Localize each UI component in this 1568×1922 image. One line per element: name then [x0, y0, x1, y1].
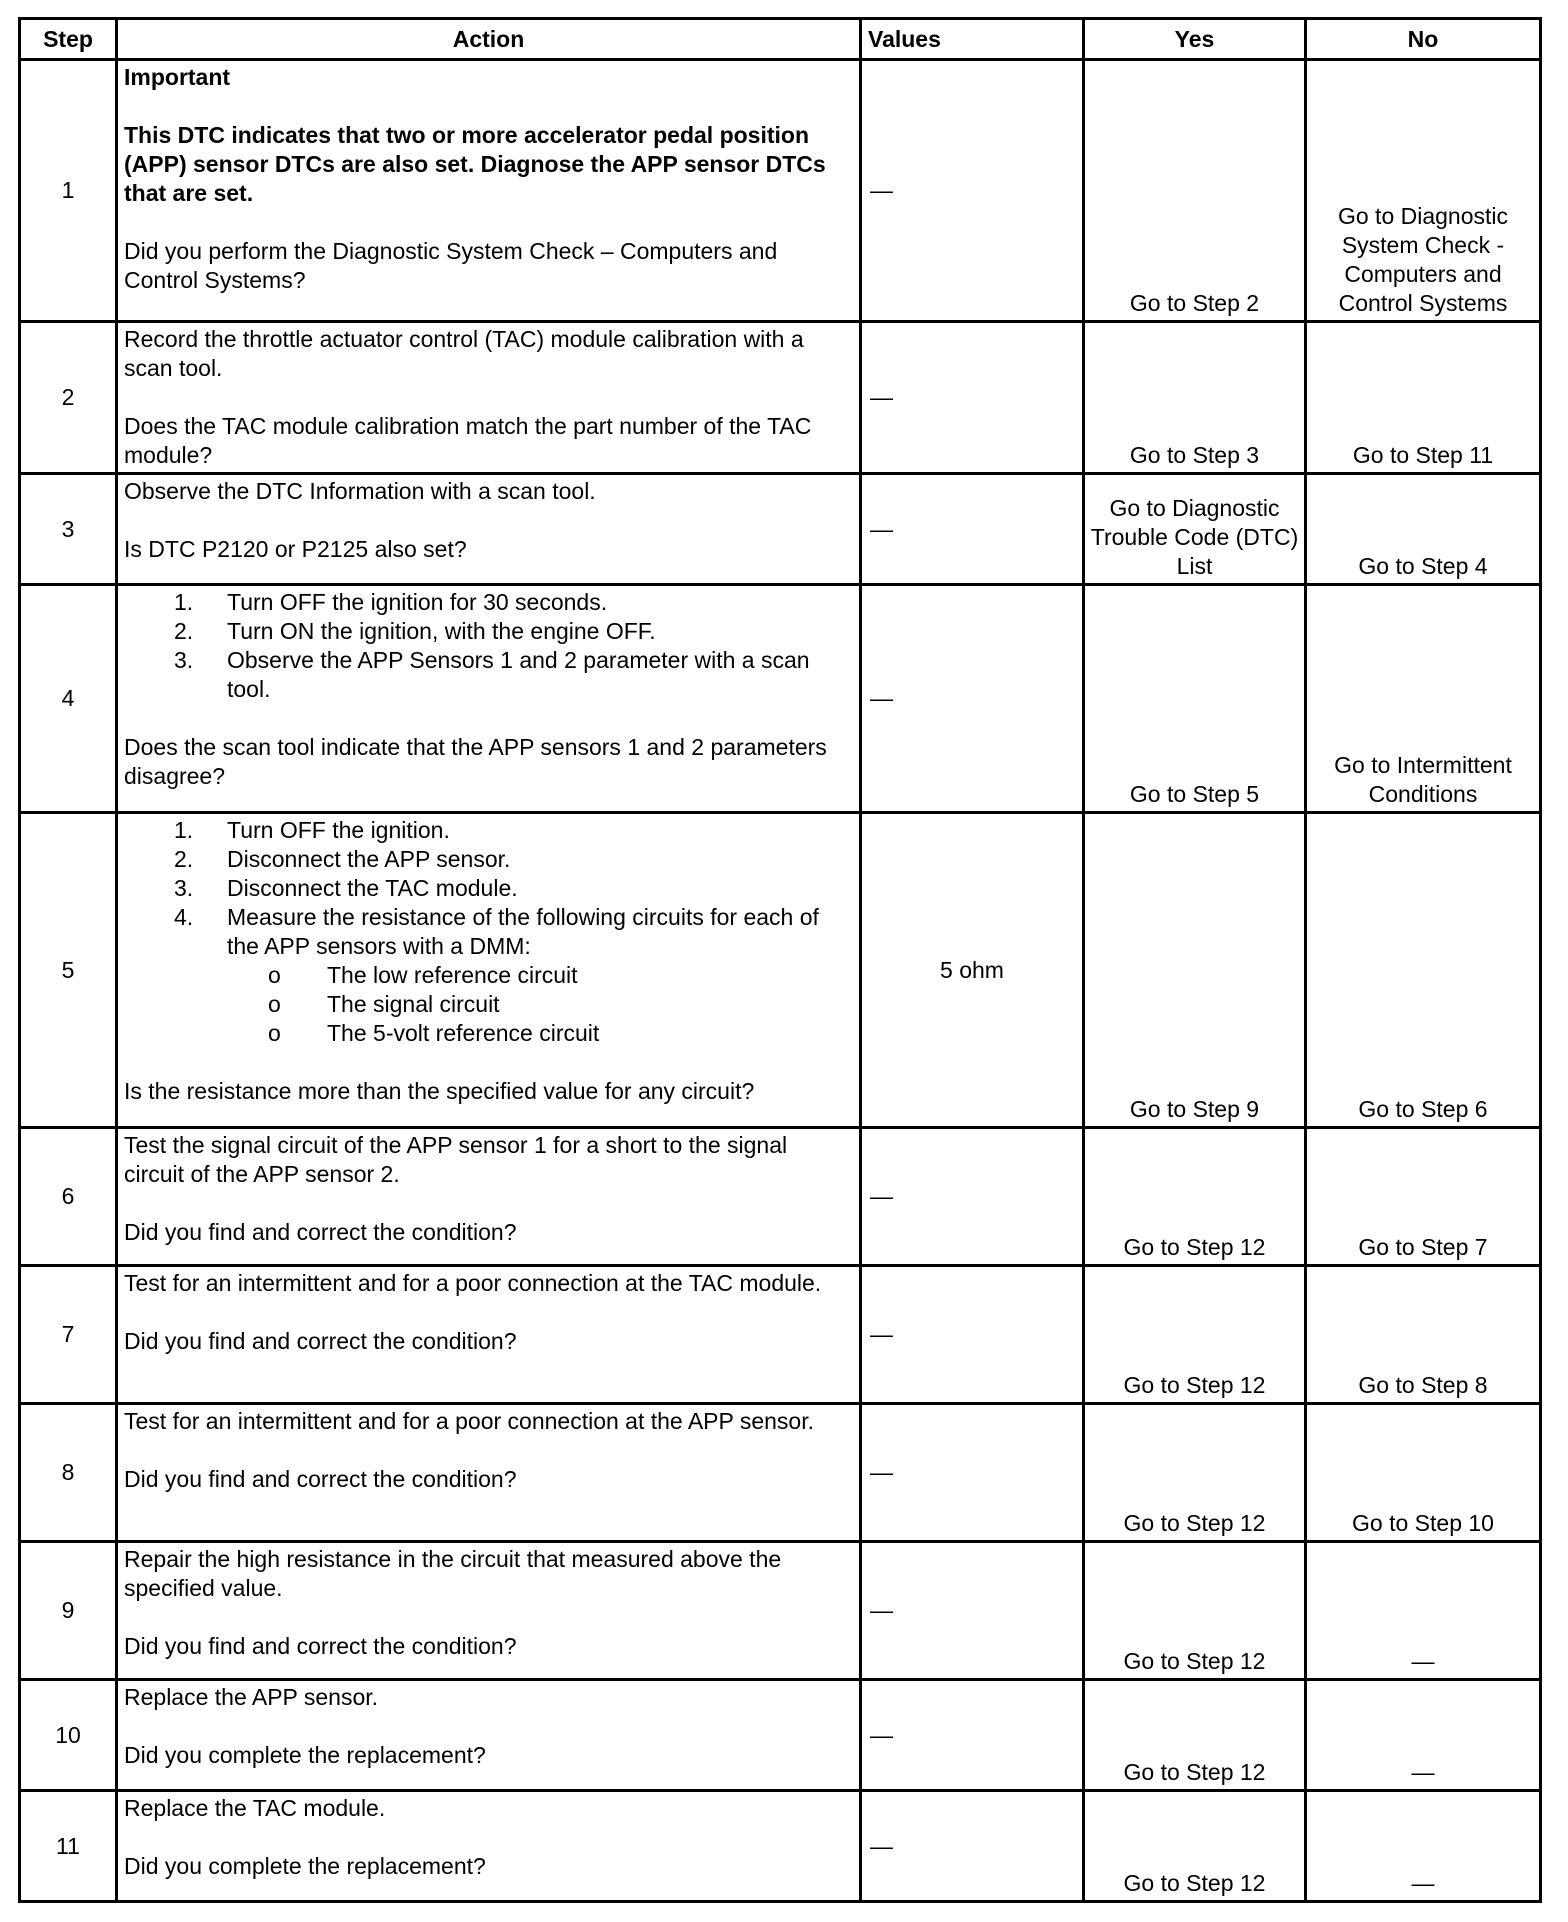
- table-row: [20, 1542, 1541, 1680]
- list-text: Turn ON the ignition, with the engine OFF.: [227, 618, 656, 644]
- header-step: Step: [20, 19, 117, 60]
- action-question: Does the scan tool indicate that the APP sensors 1 and 2 parameters disagree?: [124, 734, 827, 789]
- step-number: 11: [20, 1791, 117, 1902]
- values-text: —: [870, 685, 893, 711]
- yes-cell: Go to Step 12: [1084, 1128, 1306, 1266]
- values-text: —: [870, 384, 893, 410]
- step-number: 7: [20, 1266, 117, 1404]
- yes-cell: Go to Step 12: [1084, 1542, 1306, 1680]
- yes-cell: Go to Step 12: [1084, 1404, 1306, 1542]
- list-item: [124, 617, 853, 646]
- sub-list-text: The low reference circuit: [327, 962, 578, 988]
- list-item: [124, 588, 853, 617]
- list-item: [124, 646, 853, 704]
- step-number: 1: [20, 60, 117, 322]
- table-row: [20, 1266, 1541, 1404]
- list-text: Measure the resistance of the following circuits for each of the APP sensors with a DMM:: [227, 904, 819, 959]
- no-cell: —: [1306, 1680, 1541, 1791]
- action-question: Did you complete the replacement?: [124, 1853, 486, 1879]
- yes-cell: Go to Step 12: [1084, 1680, 1306, 1791]
- no-cell: Go to Step 10: [1306, 1404, 1541, 1542]
- step-number: 3: [20, 474, 117, 585]
- list-item: [124, 903, 853, 1048]
- action-question: Did you complete the replacement?: [124, 1742, 486, 1768]
- bullet-icon: o: [268, 1020, 281, 1046]
- action-cell: [117, 585, 861, 813]
- no-cell: Go to Step 11: [1306, 322, 1541, 474]
- list-item: [124, 816, 853, 845]
- header-no: No: [1306, 19, 1541, 60]
- yes-cell: Go to Step 12: [1084, 1791, 1306, 1902]
- header-yes: Yes: [1084, 19, 1306, 60]
- action-cell: [117, 1680, 861, 1791]
- table-row: [20, 813, 1541, 1128]
- sub-list-item: [227, 1019, 853, 1048]
- values-cell: [861, 1128, 1084, 1266]
- table-row: [20, 1404, 1541, 1542]
- list-number: 4.: [174, 904, 194, 930]
- action-question: Does the TAC module calibration match the part number of the TAC module?: [124, 413, 812, 468]
- action-question: Did you find and correct the condition?: [124, 1633, 517, 1659]
- list-number: 1.: [174, 817, 194, 843]
- action-text: Test for an intermittent and for a poor connection at the APP sensor.: [124, 1408, 814, 1434]
- action-cell: [117, 1266, 861, 1404]
- table-row: [20, 585, 1541, 813]
- values-cell: [861, 813, 1084, 1128]
- no-cell: Go to Intermittent Conditions: [1306, 585, 1541, 813]
- no-cell: Go to Step 8: [1306, 1266, 1541, 1404]
- values-text: —: [870, 1597, 893, 1623]
- step-number: 4: [20, 585, 117, 813]
- important-label: Important: [124, 64, 231, 90]
- step-number: 6: [20, 1128, 117, 1266]
- bullet-icon: o: [268, 962, 281, 988]
- no-cell: —: [1306, 1791, 1541, 1902]
- list-number: 2.: [174, 846, 194, 872]
- action-cell: [117, 1791, 861, 1902]
- action-text: Test for an intermittent and for a poor connection at the TAC module.: [124, 1270, 822, 1296]
- action-question: Is the resistance more than the specified value for any circuit?: [124, 1078, 755, 1104]
- sub-list-text: The 5-volt reference circuit: [327, 1020, 600, 1046]
- yes-cell: Go to Diagnostic Trouble Code (DTC) List: [1084, 474, 1306, 585]
- action-question: Did you find and correct the condition?: [124, 1466, 517, 1492]
- yes-cell: Go to Step 12: [1084, 1266, 1306, 1404]
- list-text: Turn OFF the ignition.: [227, 817, 450, 843]
- values-cell: [861, 60, 1084, 322]
- action-text: Observe the DTC Information with a scan tool.: [124, 478, 596, 504]
- action-cell: [117, 60, 861, 322]
- action-question: Did you perform the Diagnostic System Check – Computers and Control Systems?: [124, 238, 778, 293]
- action-question: Did you find and correct the condition?: [124, 1219, 517, 1245]
- step-number: 10: [20, 1680, 117, 1791]
- table-row: [20, 1680, 1541, 1791]
- values-cell: [861, 1542, 1084, 1680]
- values-text: —: [870, 1321, 893, 1347]
- action-text: Test the signal circuit of the APP sensor 1 for a short to the signal circuit of the APP sensor 2.: [124, 1132, 788, 1187]
- instruction-list: [124, 588, 853, 704]
- values-cell: [861, 585, 1084, 813]
- sub-list-item: [227, 990, 853, 1019]
- list-number: 2.: [174, 618, 194, 644]
- list-item: [124, 874, 853, 903]
- action-text: Repair the high resistance in the circuit that measured above the specified value.: [124, 1546, 782, 1601]
- action-cell: [117, 1404, 861, 1542]
- header-action: Action: [117, 19, 861, 60]
- step-number: 5: [20, 813, 117, 1128]
- values-cell: [861, 322, 1084, 474]
- action-question: Is DTC P2120 or P2125 also set?: [124, 536, 467, 562]
- values-text: —: [870, 1832, 893, 1859]
- values-text: —: [870, 1721, 893, 1748]
- action-text: Record the throttle actuator control (TAC) module calibration with a scan tool.: [124, 326, 804, 381]
- action-cell: [117, 322, 861, 474]
- list-text: Observe the APP Sensors 1 and 2 parameter with a scan tool.: [227, 647, 810, 702]
- values-text: —: [870, 1459, 893, 1485]
- action-cell: [117, 1542, 861, 1680]
- table-row: [20, 322, 1541, 474]
- header-row: [20, 19, 1541, 60]
- list-text: Disconnect the TAC module.: [227, 875, 518, 901]
- table-row: [20, 474, 1541, 585]
- values-text: 5 ohm: [940, 956, 1004, 983]
- yes-cell: Go to Step 2: [1084, 60, 1306, 322]
- action-cell: [117, 474, 861, 585]
- table-row: [20, 1128, 1541, 1266]
- no-cell: Go to Diagnostic System Check - Computers and Control Systems: [1306, 60, 1541, 322]
- step-number: 2: [20, 322, 117, 474]
- step-number: 8: [20, 1404, 117, 1542]
- sub-list-text: The signal circuit: [327, 991, 500, 1017]
- no-cell: Go to Step 6: [1306, 813, 1541, 1128]
- list-item: [124, 845, 853, 874]
- yes-cell: Go to Step 9: [1084, 813, 1306, 1128]
- values-cell: [861, 1680, 1084, 1791]
- no-cell: Go to Step 4: [1306, 474, 1541, 585]
- no-cell: Go to Step 7: [1306, 1128, 1541, 1266]
- values-text: —: [870, 177, 893, 203]
- values-text: —: [870, 1183, 893, 1209]
- yes-cell: Go to Step 5: [1084, 585, 1306, 813]
- table-row: [20, 1791, 1541, 1902]
- header-values: Values: [861, 19, 1084, 60]
- action-text: Replace the TAC module.: [124, 1795, 386, 1821]
- instruction-list: [124, 816, 853, 1048]
- values-text: —: [870, 515, 893, 542]
- list-text: Disconnect the APP sensor.: [227, 846, 511, 872]
- action-cell: [117, 1128, 861, 1266]
- values-cell: [861, 1791, 1084, 1902]
- list-number: 1.: [174, 589, 194, 615]
- sub-list-item: [227, 961, 853, 990]
- diagnostic-table: [18, 17, 1542, 1903]
- values-cell: [861, 1266, 1084, 1404]
- list-text: Turn OFF the ignition for 30 seconds.: [227, 589, 608, 615]
- list-number: 3.: [174, 647, 194, 673]
- bullet-icon: o: [268, 991, 281, 1017]
- table-row: [20, 60, 1541, 322]
- action-cell: [117, 813, 861, 1128]
- no-cell: —: [1306, 1542, 1541, 1680]
- list-number: 3.: [174, 875, 194, 901]
- step-number: 9: [20, 1542, 117, 1680]
- yes-cell: Go to Step 3: [1084, 322, 1306, 474]
- action-text: Replace the APP sensor.: [124, 1684, 379, 1710]
- values-cell: [861, 1404, 1084, 1542]
- important-text: This DTC indicates that two or more accelerator pedal position (APP) sensor DTCs are also set. Diagnose the APP sensor DTCs that are set.: [124, 122, 826, 206]
- sub-list: [227, 961, 853, 1048]
- action-question: Did you find and correct the condition?: [124, 1328, 517, 1354]
- values-cell: [861, 474, 1084, 585]
